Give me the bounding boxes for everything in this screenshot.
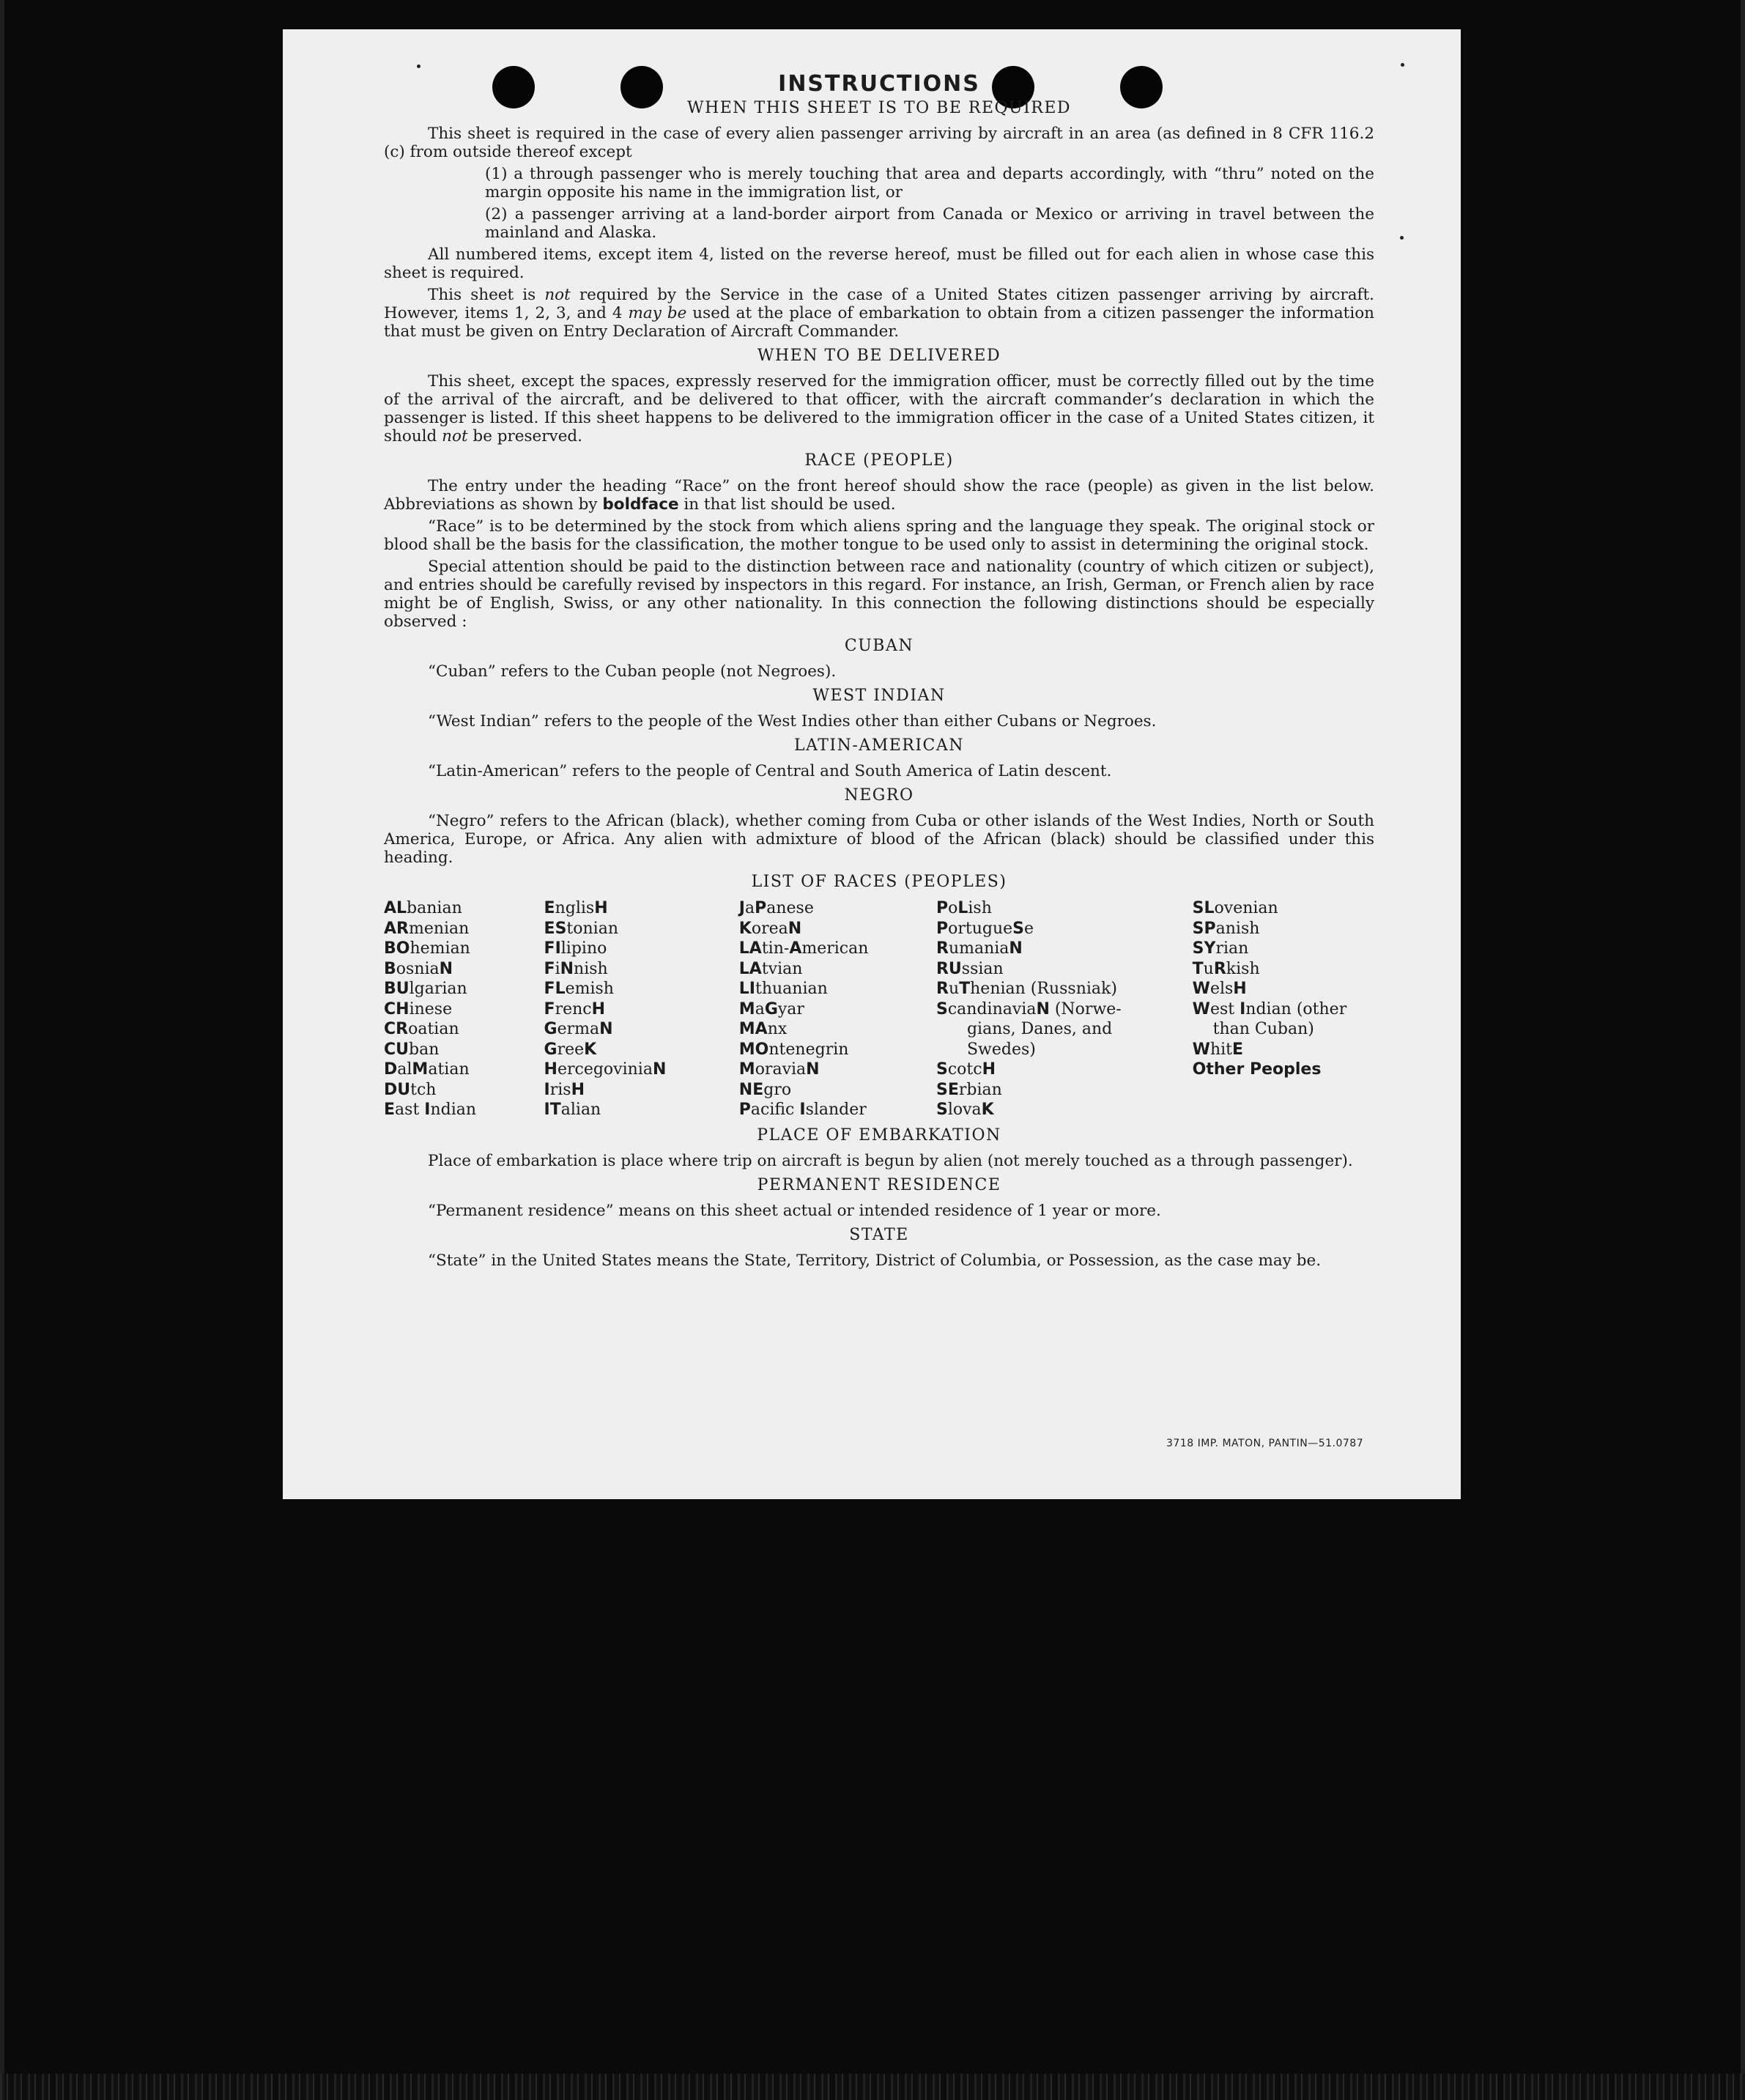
race-entry	[384, 1060, 544, 1080]
race-text: a	[744, 899, 755, 917]
paragraph: This sheet is required in the case of every alien passenger arriving by aircraft in an area (as defined in 8 CFR 116.2 (c) from outside thereof except	[384, 125, 1374, 161]
race-text: lova	[947, 1101, 982, 1119]
race-entry	[384, 898, 544, 919]
race-abbrev: G	[764, 999, 778, 1018]
race-text: ovenian	[1214, 899, 1278, 917]
race-text: u	[948, 980, 960, 998]
race-text: anese	[766, 899, 814, 917]
race-text: e	[1024, 919, 1034, 938]
heading-residence: PERMANENT RESIDENCE	[757, 1175, 1001, 1194]
race-abbrev: CH	[384, 999, 410, 1018]
race-abbrev: I	[544, 1080, 550, 1099]
race-abbrev: N	[652, 1060, 667, 1079]
race-text: (Norwe-	[1049, 999, 1122, 1018]
paragraph	[384, 286, 1374, 341]
race-text: alian	[560, 1101, 601, 1119]
race-text: gians, Danes, and	[936, 1020, 1113, 1038]
race-text: a	[755, 999, 765, 1018]
race-text: ish	[968, 899, 992, 917]
race-text: thuanian	[755, 980, 828, 998]
paragraph: “Race” is to be determined by the stock from which aliens spring and the language they speak. The original stock or blood shall be the basis for the classification, the mother tongue to be used only to assist in determining the original stock.	[384, 517, 1374, 554]
race-text: tin-	[761, 939, 790, 958]
instructions-content	[384, 71, 1374, 1273]
race-abbrev: N	[560, 959, 574, 978]
speck	[1400, 236, 1404, 240]
race-entry	[544, 1019, 739, 1040]
heading-cuban: CUBAN	[844, 637, 914, 655]
race-column	[936, 898, 1193, 1120]
race-entry	[1193, 919, 1374, 939]
race-entry	[384, 999, 544, 1020]
text-run: in that list should be used.	[678, 495, 896, 514]
race-text: ree	[557, 1040, 585, 1059]
race-entry	[384, 919, 544, 939]
race-text: ortugue	[948, 919, 1013, 938]
paragraph	[384, 477, 1374, 514]
race-text: o	[948, 899, 958, 917]
race-abbrev: H	[544, 1060, 557, 1079]
race-entry	[384, 979, 544, 999]
race-abbrev: CU	[384, 1040, 410, 1059]
race-text: hemian	[410, 939, 470, 958]
page-title: INSTRUCTIONS	[778, 71, 980, 97]
paragraph: “Permanent residence” means on this sheet actual or intended residence of 1 year or more.	[428, 1201, 1161, 1220]
race-entry	[384, 939, 544, 959]
race-abbrev: FI	[544, 939, 561, 958]
race-abbrev: W	[1192, 980, 1210, 998]
race-abbrev: G	[544, 1020, 557, 1038]
race-text: acific	[750, 1101, 800, 1119]
race-column	[739, 898, 936, 1120]
race-entry	[936, 1080, 1193, 1101]
race-text: oatian	[408, 1020, 459, 1038]
race-abbrev: FL	[544, 980, 566, 998]
race-abbrev: I	[1240, 999, 1246, 1018]
race-entry	[384, 1080, 544, 1101]
race-abbrev: B	[384, 959, 396, 978]
race-abbrev: H	[1233, 980, 1247, 998]
race-text: nx	[767, 1020, 788, 1038]
race-abbrev: L	[957, 899, 968, 917]
race-abbrev: R	[936, 980, 949, 998]
race-entry	[739, 1100, 936, 1120]
race-entry	[544, 1080, 739, 1101]
race-text: gro	[763, 1080, 792, 1099]
race-text: osnia	[396, 959, 440, 978]
race-abbrev: S	[936, 1101, 948, 1119]
race-text: i	[555, 959, 560, 978]
race-abbrev: K	[981, 1101, 994, 1119]
race-abbrev: E	[544, 899, 555, 917]
race-text: tonian	[566, 919, 618, 938]
race-entry	[739, 959, 936, 980]
race-text: nish	[574, 959, 608, 978]
paragraph: “State” in the United States means the State, Territory, District of Columbia, or Possession, as the case may be.	[428, 1251, 1322, 1270]
race-abbrev: A	[789, 939, 802, 958]
race-abbrev: H	[571, 1080, 585, 1099]
race-list	[384, 898, 1374, 1120]
race-abbrev: LA	[738, 959, 762, 978]
race-entry	[384, 1040, 544, 1060]
race-text: merican	[801, 939, 869, 958]
list-item: (1) a through passenger who is merely touching that area and departs accordingly, with “thru” noted on the margin opposite his name in the immigration list, or	[485, 165, 1374, 202]
race-abbrev: P	[936, 899, 949, 917]
race-abbrev: BU	[384, 980, 410, 998]
race-entry	[1193, 999, 1374, 1020]
race-entry	[739, 999, 936, 1020]
heading-west-indian: WEST INDIAN	[812, 687, 946, 705]
race-abbrev: S	[936, 999, 948, 1018]
race-abbrev: IT	[544, 1101, 561, 1119]
text-run: This sheet, except the spaces, expressly reserved for the immigration officer, must be correctly filled out by the time of the arrival of the aircraft, and be delivered to that officer, with the aircraft commander’s declaration in which the passenger is listed. If this sheet happens to be delivered to the immigration officer in the case of a United States citizen, it should	[384, 372, 1374, 445]
heading-when-required: WHEN THIS SHEET IS TO BE REQUIRED	[686, 99, 1072, 117]
race-text: ercegovinia	[557, 1060, 653, 1079]
race-abbrev: SP	[1192, 919, 1216, 938]
heading-latin-american: LATIN-AMERICAN	[793, 736, 965, 755]
race-text: than Cuban)	[1192, 1020, 1314, 1038]
text-run: be preserved.	[467, 427, 583, 445]
race-text: ris	[549, 1080, 571, 1099]
race-abbrev: Other Peoples	[1192, 1060, 1322, 1079]
boldface-word: boldface	[602, 495, 679, 514]
race-text: ndian	[430, 1101, 477, 1119]
paragraph: Special attention should be paid to the distinction between race and nationality (country of which citizen or subject), and entries should be carefully revised by inspectors in this regard. For instance, an Irish, German, or French alien by race might be of English, Swiss, or any other nationality. In this connection the following distinctions should be especially observed :	[384, 558, 1374, 631]
race-text: ssian	[961, 959, 1004, 978]
race-entry	[739, 939, 936, 959]
race-abbrev: W	[1192, 1040, 1210, 1059]
race-entry	[936, 979, 1193, 999]
race-column	[1193, 898, 1374, 1120]
race-abbrev: W	[1192, 999, 1210, 1018]
text-run: The entry under the heading “Race” on the front hereof should show the race (people) as given in the list below. Abbreviations as shown by	[384, 477, 1374, 514]
race-abbrev: SY	[1192, 939, 1216, 958]
heading-race: RACE (PEOPLE)	[804, 451, 954, 470]
race-entry	[1193, 898, 1374, 919]
race-entry	[544, 919, 739, 939]
race-text: umania	[948, 939, 1009, 958]
race-entry	[1193, 1060, 1374, 1080]
race-abbrev: AL	[384, 899, 407, 917]
race-entry	[739, 898, 936, 919]
race-abbrev: AR	[384, 919, 409, 938]
race-text: Swedes)	[936, 1040, 1036, 1059]
speck	[1401, 63, 1404, 67]
race-abbrev: H	[594, 899, 608, 917]
race-abbrev: N	[788, 919, 802, 938]
race-abbrev: I	[424, 1101, 431, 1119]
race-abbrev: P	[936, 919, 949, 938]
heading-state: STATE	[849, 1225, 909, 1244]
race-abbrev: MO	[738, 1040, 769, 1059]
race-abbrev: BO	[384, 939, 410, 958]
race-text: ban	[409, 1040, 440, 1059]
race-text: yar	[777, 999, 804, 1018]
race-abbrev: E	[384, 1101, 396, 1119]
race-entry	[1193, 1019, 1374, 1040]
text-run: required by the Service in the case of a United States citizen passenger arriving by aircraft. However, items 1, 2, 3, and 4	[384, 286, 1374, 322]
document-sheet	[283, 29, 1461, 1499]
race-abbrev: LA	[738, 939, 762, 958]
paragraph	[384, 372, 1374, 445]
race-text: renc	[555, 999, 592, 1018]
race-entry	[544, 1060, 739, 1080]
race-column	[384, 898, 544, 1120]
race-text: atian	[428, 1060, 470, 1079]
race-text: emish	[565, 980, 614, 998]
emphasis: not	[442, 427, 468, 445]
race-text: lipino	[560, 939, 607, 958]
race-entry	[1193, 939, 1374, 959]
race-text: u	[1203, 959, 1214, 978]
race-entry	[936, 939, 1193, 959]
race-entry	[739, 1019, 936, 1040]
heading-negro: NEGRO	[844, 786, 914, 805]
race-text: ast	[395, 1101, 425, 1119]
emphasis: not	[544, 286, 571, 304]
text-run: This sheet is	[428, 286, 545, 304]
race-text: els	[1209, 980, 1234, 998]
race-abbrev: SL	[1192, 899, 1215, 917]
race-text: hit	[1209, 1040, 1232, 1059]
film-frame-left	[0, 0, 4, 2100]
race-entry	[544, 1040, 739, 1060]
printer-code: 3718 IMP. MATON, PANTIN—51.0787	[1166, 1438, 1364, 1449]
race-abbrev: E	[1231, 1040, 1244, 1059]
race-abbrev: H	[591, 999, 606, 1018]
race-entry	[739, 1040, 936, 1060]
race-entry	[384, 959, 544, 980]
race-entry	[544, 999, 739, 1020]
race-entry	[936, 1040, 1193, 1060]
race-text: kish	[1226, 959, 1260, 978]
race-text: inese	[409, 999, 453, 1018]
film-frame-right	[1741, 0, 1745, 2100]
race-abbrev: F	[544, 959, 555, 978]
race-column	[544, 898, 739, 1120]
race-abbrev: I	[799, 1101, 806, 1119]
race-text: est	[1209, 999, 1240, 1018]
race-entry	[384, 1100, 544, 1120]
race-entry	[1193, 979, 1374, 999]
race-entry	[936, 1100, 1193, 1120]
race-text: lgarian	[409, 980, 467, 998]
race-text: menian	[408, 919, 470, 938]
race-abbrev: DU	[384, 1080, 411, 1099]
race-text: banian	[407, 899, 462, 917]
race-abbrev: S	[936, 1060, 948, 1079]
race-text: tch	[410, 1080, 437, 1099]
race-entry	[544, 1100, 739, 1120]
race-entry	[936, 898, 1193, 919]
race-abbrev: CR	[384, 1020, 409, 1038]
paragraph: “West Indian” refers to the people of the West Indies other than either Cubans or Negroes.	[428, 712, 1157, 731]
race-abbrev: N	[599, 1020, 613, 1038]
race-abbrev: J	[738, 899, 745, 917]
race-entry	[544, 979, 739, 999]
race-text: cotc	[947, 1060, 982, 1079]
heading-when-delivered: WHEN TO BE DELIVERED	[757, 347, 1001, 365]
race-abbrev: K	[584, 1040, 597, 1059]
race-text: nglis	[555, 899, 595, 917]
heading-embarkation: PLACE OF EMBARKATION	[757, 1125, 1001, 1145]
race-text: anish	[1215, 919, 1260, 938]
emphasis: may be	[628, 304, 687, 322]
text-run: used at the place of embarkation to obtain from a citizen passenger the information that must be given on Entry Declaration of Aircraft Commander.	[384, 304, 1374, 341]
paragraph: Place of embarkation is place where trip on aircraft is begun by alien (not merely touched as a through passenger).	[428, 1151, 1353, 1170]
race-abbrev: M	[738, 1060, 755, 1079]
race-entry	[739, 919, 936, 939]
race-entry	[739, 979, 936, 999]
race-entry	[936, 1060, 1193, 1080]
race-abbrev: D	[384, 1060, 398, 1079]
race-abbrev: P	[755, 899, 767, 917]
speck	[417, 64, 420, 68]
race-abbrev: P	[738, 1101, 751, 1119]
race-entry	[544, 959, 739, 980]
race-abbrev: NE	[738, 1080, 764, 1099]
race-entry	[739, 1080, 936, 1101]
race-abbrev: SE	[936, 1080, 959, 1099]
race-text: rbian	[958, 1080, 1002, 1099]
race-abbrev: K	[738, 919, 752, 938]
race-abbrev: N	[806, 1060, 820, 1079]
race-entry	[544, 898, 739, 919]
race-entry	[936, 1019, 1193, 1040]
race-entry	[1193, 1040, 1374, 1060]
heading-list-of-races: LIST OF RACES (PEOPLES)	[751, 873, 1007, 891]
paragraph: “Negro” refers to the African (black), whether coming from Cuba or other islands of the West Indies, North or South America, Europe, or Africa. Any alien with admixture of blood of the African (black) should be classified under this heading.	[384, 812, 1374, 867]
race-entry	[936, 959, 1193, 980]
race-abbrev: H	[982, 1060, 996, 1079]
race-abbrev: S	[1012, 919, 1025, 938]
race-abbrev: R	[1213, 959, 1226, 978]
race-entry	[544, 939, 739, 959]
paragraph: “Cuban” refers to the Cuban people (not Negroes).	[428, 662, 837, 681]
paragraph: “Latin-American” refers to the people of Central and South America of Latin descent.	[428, 762, 1112, 780]
race-abbrev: R	[936, 939, 949, 958]
race-abbrev: MA	[738, 1020, 768, 1038]
race-text: rian	[1215, 939, 1249, 958]
race-abbrev: M	[412, 1060, 429, 1079]
race-abbrev: G	[544, 1040, 557, 1059]
race-abbrev: ES	[544, 919, 567, 938]
race-entry	[936, 919, 1193, 939]
list-item: (2) a passenger arriving at a land-border airport from Canada or Mexico or arriving in travel between the mainland and Alaska.	[485, 205, 1374, 242]
race-text: tvian	[761, 959, 803, 978]
race-abbrev: N	[1036, 999, 1050, 1018]
race-abbrev: T	[1192, 959, 1204, 978]
race-abbrev: RU	[936, 959, 962, 978]
race-text: erma	[557, 1020, 600, 1038]
race-text: ntenegrin	[768, 1040, 849, 1059]
film-edge-noise	[0, 2074, 1745, 2100]
race-abbrev: LI	[738, 980, 755, 998]
race-entry	[1193, 959, 1374, 980]
race-entry	[739, 1060, 936, 1080]
race-text: candinavia	[947, 999, 1037, 1018]
race-text: henian (Russniak)	[970, 980, 1117, 998]
race-abbrev: M	[738, 999, 755, 1018]
race-text: oravia	[755, 1060, 807, 1079]
race-abbrev: F	[544, 999, 555, 1018]
race-abbrev: T	[959, 980, 971, 998]
race-entry	[936, 999, 1193, 1020]
race-entry	[384, 1019, 544, 1040]
race-text: ndian (other	[1245, 999, 1347, 1018]
race-text: slander	[805, 1101, 867, 1119]
race-text: al	[397, 1060, 412, 1079]
race-abbrev: N	[439, 959, 453, 978]
race-abbrev: N	[1009, 939, 1023, 958]
paragraph: All numbered items, except item 4, listed on the reverse hereof, must be filled out for each alien in whose case this sheet is required.	[384, 245, 1374, 282]
race-text: orea	[751, 919, 788, 938]
